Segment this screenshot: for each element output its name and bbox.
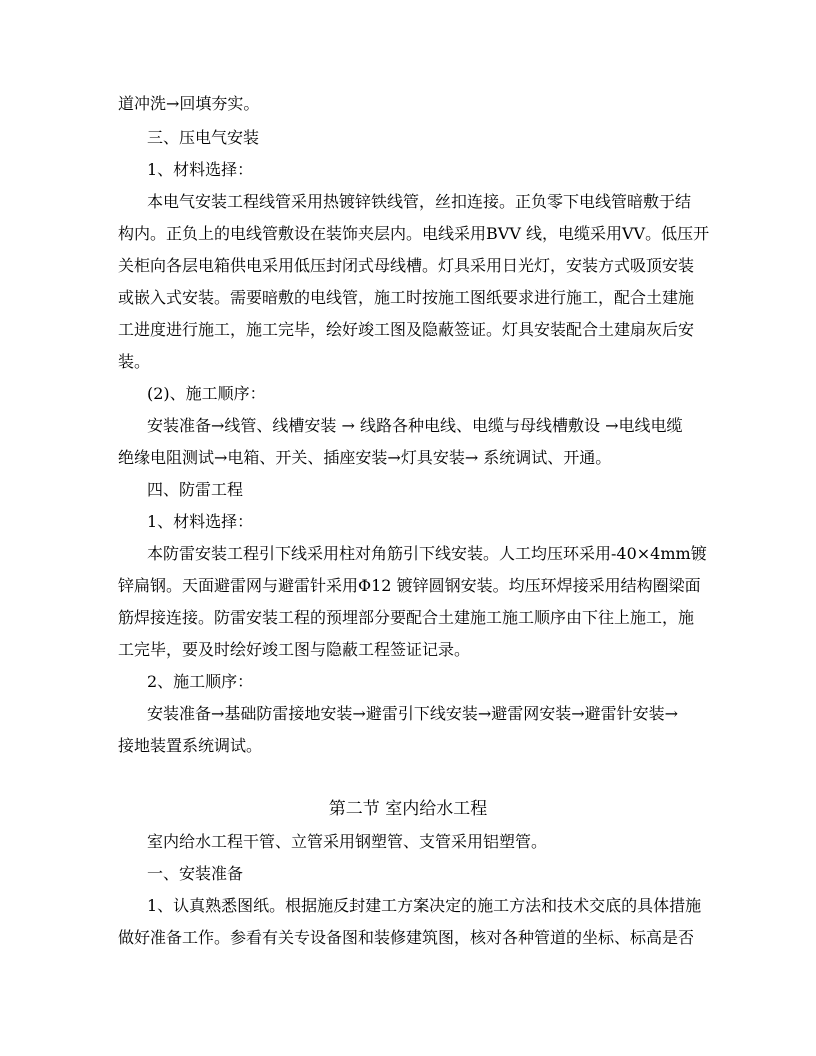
body-text-line: 锌扁钢。天面避雷网与避雷针采用Φ12 镀锌圆钢安装。均压环焊接采用结构圈梁面 [118, 576, 701, 595]
body-text-line: 装。 [118, 352, 151, 371]
body-text-line: 1、认真熟悉图纸。根据施反封建工方案决定的施工方法和技术交底的具体措施 [147, 896, 702, 915]
body-text-line: 室内给水工程干管、立管采用钢塑管、支管采用铝塑管。 [147, 832, 548, 851]
body-text-line: 工进度进行施工，施工完毕，绘好竣工图及隐蔽签证。灯具安装配合土建扇灰后安 [118, 320, 695, 339]
body-text-line: 关柜向各层电箱供电采用低压封闭式母线槽。灯具采用日光灯，安装方式吸顶安装 [118, 256, 695, 275]
chapter-section-title: 第二节 室内给水工程 [328, 799, 488, 819]
body-text-line: 构内。正负上的电线管敷设在装饰夹层内。电线采用BVV 线，电缆采用VV。低压开 [118, 224, 710, 243]
body-text-line: 接地装置系统调试。 [118, 736, 263, 755]
body-text-line: 或嵌入式安装。需要暗敷的电线管，施工时按施工图纸要求进行施工，配合土建施 [118, 288, 695, 307]
body-text-line: 安装准备→基础防雷接地安装→避雷引下线安装→避雷网安装→避雷针安装→ [147, 704, 679, 723]
section-heading: 一、安装准备 [147, 864, 244, 883]
subsection-heading: 1、材料选择： [147, 160, 254, 179]
body-text-line: 做好准备工作。参看有关专设备图和装修建筑图，核对各种管道的坐标、标高是否 [118, 928, 695, 947]
body-text-line: 安装准备→线管、线槽安装 → 线路各种电线、电缆与母线槽敷设 →电线电缆 [147, 416, 683, 435]
subsection-heading: (2)、施工顺序： [147, 384, 266, 403]
body-text-line: 筋焊接连接。防雷安装工程的预埋部分要配合土建施工施工顺序由下往上施工，施 [118, 608, 695, 627]
subsection-heading: 1、材料选择： [147, 512, 254, 531]
section-heading: 三、压电气安装 [147, 128, 260, 147]
body-text-line: 本防雷安装工程引下线采用柱对角筋引下线安装。人工均压环采用-40×4mm镀 [147, 544, 707, 563]
body-text-line: 本电气安装工程线管采用热镀锌铁线管，丝扣连接。正负零下电线管暗敷于结 [147, 192, 692, 211]
body-text-line: 工完毕，要及时绘好竣工图与隐蔽工程签证记录。 [118, 640, 471, 659]
subsection-heading: 2、施工顺序： [147, 672, 254, 691]
body-text-line: 绝缘电阻测试→电箱、开关、插座安装→灯具安装→ 系统调试、开通。 [118, 448, 612, 467]
section-heading: 四、防雷工程 [147, 480, 244, 499]
body-text-line: 道冲洗→回填夯实。 [118, 94, 260, 113]
